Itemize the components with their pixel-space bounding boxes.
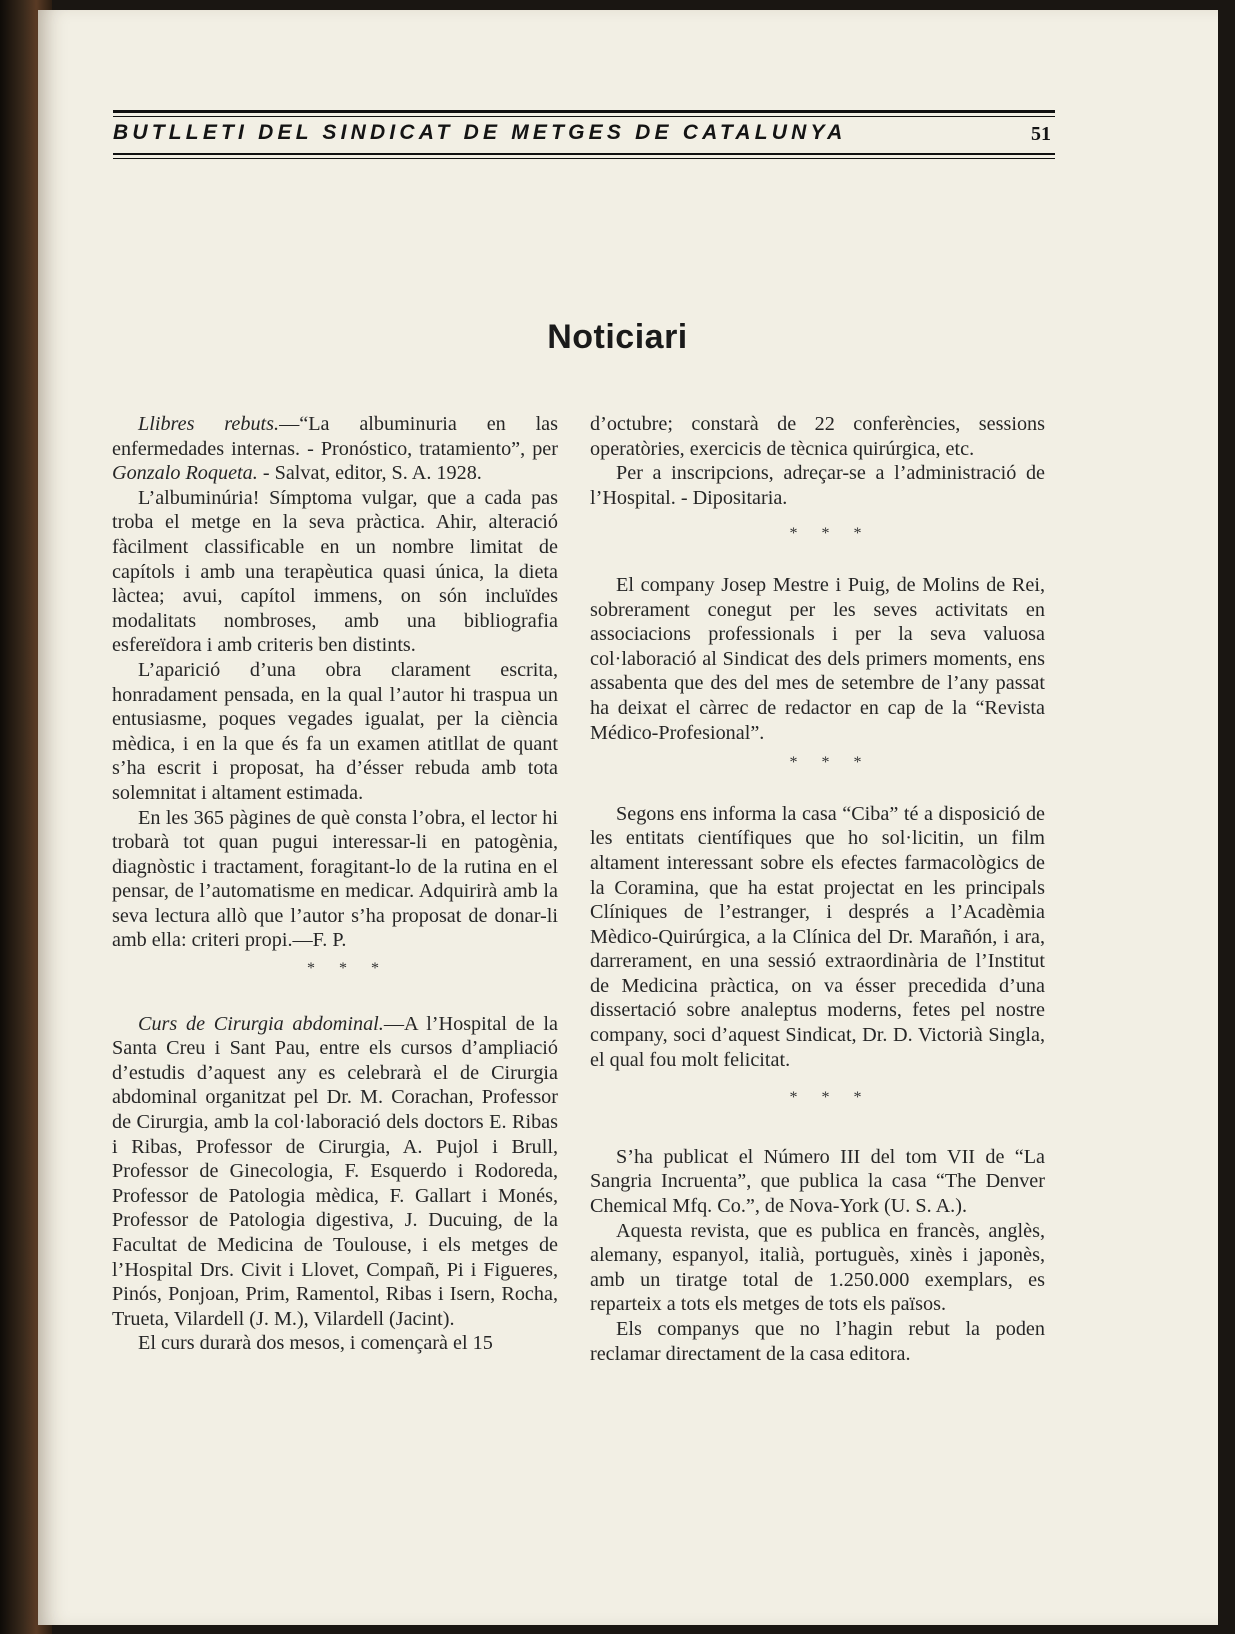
running-head (113, 121, 1055, 145)
page-number: 51 (1031, 123, 1051, 145)
book-publisher: - Salvat, editor, S. A. 1928. (257, 462, 482, 485)
course-heading: Curs de Cirurgia abdominal. (138, 1012, 384, 1035)
course-notice (112, 1012, 558, 1332)
paragraph: d’octubre; constarà de 22 conferències, sessions operatòries, exercicis de tècnica quirúrgica, etc. (590, 413, 1045, 460)
paragraph: El company Josep Mestre i Puig, de Molins de Rei, sobrerament conegut per les seves activitats en associacions professionals i per la seva valuosa col·laboració al Sindicat des dels primers moments, ens assabenta que des del mes de setembre de l’any passat ha deixat el càrrec de redactor en cap de la “Revista Médico-Profesional”. (590, 573, 1045, 744)
book-notice (112, 412, 558, 486)
header-rule (113, 153, 1055, 155)
header-rule (113, 116, 1055, 117)
header-rule (113, 158, 1055, 159)
paragraph: S’ha publicat el Número III del tom VII de “La Sangria Incruenta”, que publica la casa “The Denver Chemical Mfq. Co.”, de Nova-York (U. S. A.). (590, 1145, 1045, 1218)
journal-title: BUTLLETI DEL SINDICAT DE METGES DE CATALUNYA (113, 121, 847, 144)
course-text: —A l’Hospital de la Santa Creu i Sant Pau, entre els cursos d’ampliació d’estudis d’aquest any es celebrarà el de Cirurgia abdominal organitzat pel Dr. M. Corachan, Professor de Cirurgia, amb la col·laboració dels doctors E. Ribas i Ribas, Professor de Cirurgia, A. Pujol i Brull, Professor de Ginecologia, F. Esquerdo i Rodoreda, Professor de Patologia mèdica, F. Gallart i Monés, Professor de Patologia digestiva, J. Ducuing, de la Facultat de Medicina de Toulouse, i els metges de l’Hospital Drs. Civit i Llovet, Compañ, Pi i Figueres, Pinós, Ponjoan, Prim, Ramentol, Ribas i Isern, Rocha, Trueta, Vilardell (J. M.), Vilardell (Jacint). (112, 1012, 558, 1330)
section-title: Noticiari (547, 318, 688, 356)
paragraph: Els companys que no l’hagin rebut la poden reclamar directament de la casa editora. (590, 1318, 1045, 1365)
paragraph: En les 365 pàgines de què consta l’obra, el lector hi trobarà tot quan pugui interessar-li en patogènia, diagnòstic i tractament, foragitant-lo de la rutina en el pensar, de l’automatisme en medicar. Adquirirà amb la seva lectura allò que l’autor s’ha proposat de donar-li amb ella: criteri propi.—F. P. (112, 806, 558, 952)
section-separator: * * * (789, 754, 872, 772)
paragraph: Segons ens informa la casa “Ciba” té a disposició de les entitats científiques que ho sol·licitin, un film altament interessant sobre els efectes farmacològics de la Coramina, que ha estat projectat en les principals Clíniques de l’estranger, i després a l’Acadèmia Mèdico-Quirúrgica, a la Clínica del Dr. Marañón, i ara, darrerament, en una sessió extraordinària de l’Institut de Medicina pràctica, on va ésser precedida d’una dissertació sobre analeptus moderns, fetes pel nostre company, soci d’aquest Sindicat, Dr. D. Victorià Singla, el qual fou molt felicitat. (590, 802, 1045, 1071)
book-notice-heading: Llibres rebuts. (138, 413, 280, 435)
right-column (590, 412, 1045, 1366)
left-column (112, 412, 558, 1356)
paragraph: L’aparició d’una obra clarament escrita, honradament pensada, en la qual l’autor hi traspua un entusiasme, poques vegades igualat, per la ciència mèdica, i en la que és fa un examen atitllat de quant s’ha escrit i proposat, ha d’ésser rebuda amb tota solemnitat i altament estimada. (112, 658, 558, 804)
section-separator: * * * (789, 1089, 872, 1107)
section-separator: * * * (307, 960, 389, 978)
running-header (113, 108, 1055, 164)
book-title: —“La albuminuria en las enfermedades internas. - Pronóstico, tratamiento”, per (112, 413, 558, 460)
paragraph: El curs durarà dos mesos, i començarà el 15 (138, 1332, 493, 1355)
header-rule (113, 110, 1055, 113)
paragraph: Per a inscripcions, adreçar-se a l’administració de l’Hospital. - Dipositaria. (590, 462, 1045, 509)
book-author: Gonzalo Roqueta. (112, 462, 258, 485)
paragraph: L’albuminúria! Símptoma vulgar, que a cada pas troba el metge en la seva pràctica. Ahir, alteració fàcilment classificable en un nombre limitat de capítols i amb una terapèutica quasi única, la dieta làctea; avui, capítol immens, on són incluïdes modalitats nombroses, amb una bibliografia esfereïdora i amb criteris ben distints. (112, 486, 558, 657)
paragraph: Aquesta revista, que es publica en francès, anglès, alemany, espanyol, italià, portuguès, xinès i japonès, amb un tiratge total de 1.250.000 exemplars, es reparteix a tots els metges de tots els països. (590, 1219, 1045, 1316)
section-separator: * * * (789, 525, 872, 543)
